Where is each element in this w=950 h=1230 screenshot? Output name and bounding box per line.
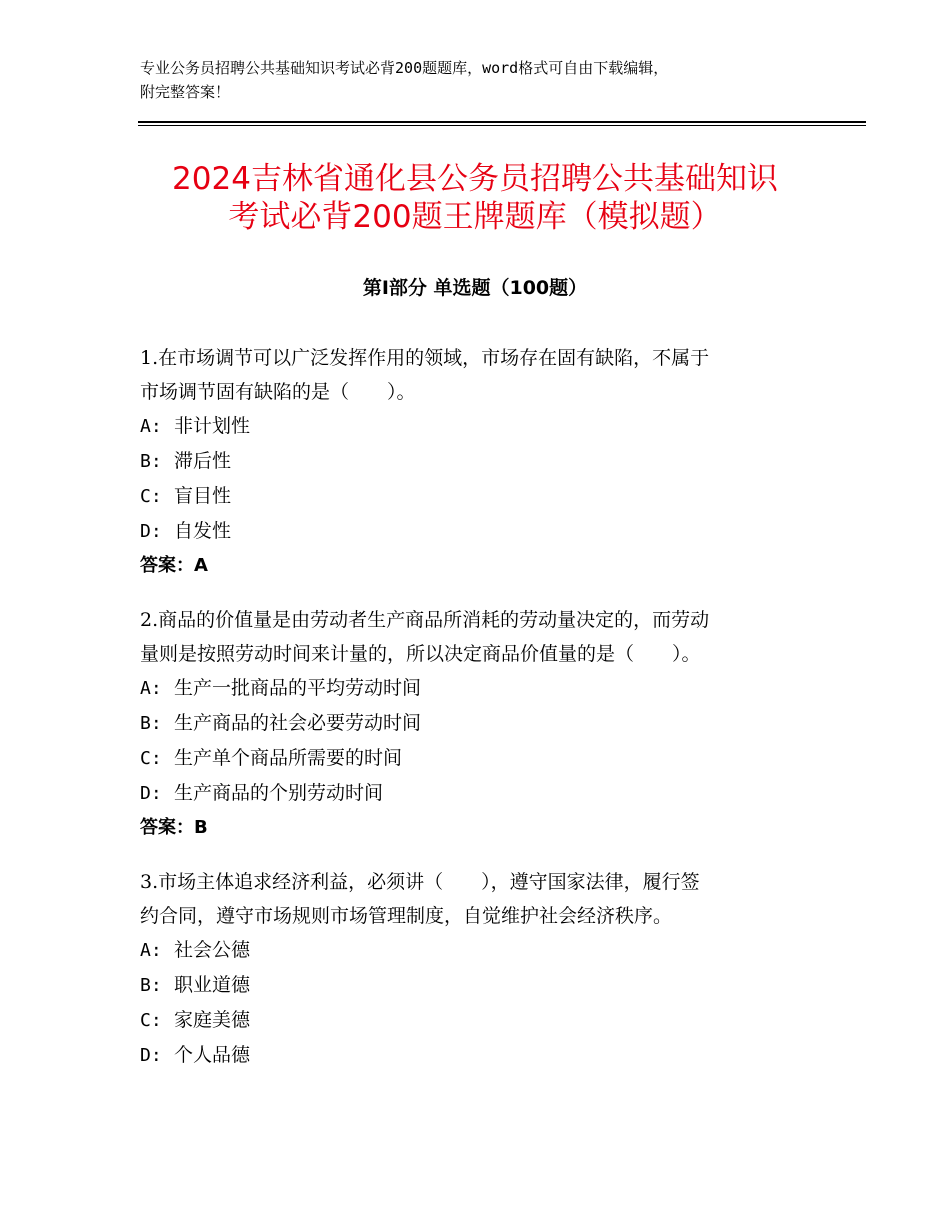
option-label: C: [140, 748, 162, 769]
answer-line: 答案：A [140, 555, 208, 576]
header-note-line: 专业公务员招聘公共基础知识考试必背200题题库，word格式可自由下载编辑， [140, 59, 669, 77]
option-label: B: [140, 451, 162, 472]
question-stem-line: 量则是按照劳动时间来计量的，所以决定商品价值量的是（ ）。 [140, 643, 701, 665]
option-text: 家庭美德 [174, 1009, 251, 1031]
option-label: A: [140, 940, 162, 961]
option-c [140, 479, 810, 514]
question-stem-line: 市场调节固有缺陷的是（ ）。 [140, 381, 416, 403]
option-c [140, 1003, 810, 1038]
option-text: 个人品德 [174, 1044, 251, 1066]
option-text: 社会公德 [174, 939, 251, 961]
option-text: 盲目性 [174, 485, 232, 507]
option-label: A: [140, 678, 162, 699]
option-text: 生产单个商品所需要的时间 [174, 747, 403, 769]
document-title-line: 2024吉林省通化县公务员招聘公共基础知识 [172, 161, 778, 197]
option-text: 生产商品的社会必要劳动时间 [174, 712, 422, 734]
option-a [140, 409, 810, 444]
question-stem-line: 约合同，遵守市场规则市场管理制度，自觉维护社会经济秩序。 [140, 905, 673, 927]
option-label: B: [140, 713, 162, 734]
option-text: 滞后性 [174, 450, 232, 472]
option-label: B: [140, 975, 162, 996]
question-list [140, 341, 810, 1093]
question-stem-line: 3.市场主体追求经济利益，必须讲（ ），遵守国家法律，履行签 [140, 871, 700, 893]
option-a [140, 671, 810, 706]
header-note-line: 附完整答案！ [140, 83, 231, 101]
option-d [140, 1038, 810, 1073]
option-d [140, 514, 810, 549]
option-label: D: [140, 783, 162, 804]
header-divider-thick [138, 121, 866, 123]
option-c [140, 741, 810, 776]
option-a [140, 933, 810, 968]
header-divider-thin [138, 125, 866, 126]
document-title [100, 160, 850, 236]
document-title-line: 考试必背200题王牌题库（模拟题） [228, 199, 722, 235]
document-header-note [140, 56, 840, 104]
question-stem-line: 1.在市场调节可以广泛发挥作用的领域，市场存在固有缺陷，不属于 [140, 347, 710, 369]
option-b [140, 444, 810, 479]
option-text: 生产商品的个别劳动时间 [174, 782, 384, 804]
option-text: 非计划性 [174, 415, 251, 437]
answer-line: 答案：B [140, 817, 208, 838]
option-label: A: [140, 416, 162, 437]
option-label: D: [140, 1045, 162, 1066]
question-3 [140, 865, 810, 1073]
option-text: 自发性 [174, 520, 232, 542]
question-2 [140, 603, 810, 845]
option-d [140, 776, 810, 811]
option-b [140, 706, 810, 741]
option-label: C: [140, 1010, 162, 1031]
option-label: D: [140, 521, 162, 542]
question-1 [140, 341, 810, 583]
section-title: 第Ⅰ部分 单选题（100题） [362, 277, 588, 299]
option-b [140, 968, 810, 1003]
option-text: 职业道德 [174, 974, 251, 996]
option-label: C: [140, 486, 162, 507]
option-text: 生产一批商品的平均劳动时间 [174, 677, 422, 699]
question-stem-line: 2.商品的价值量是由劳动者生产商品所消耗的劳动量决定的，而劳动 [140, 609, 710, 631]
